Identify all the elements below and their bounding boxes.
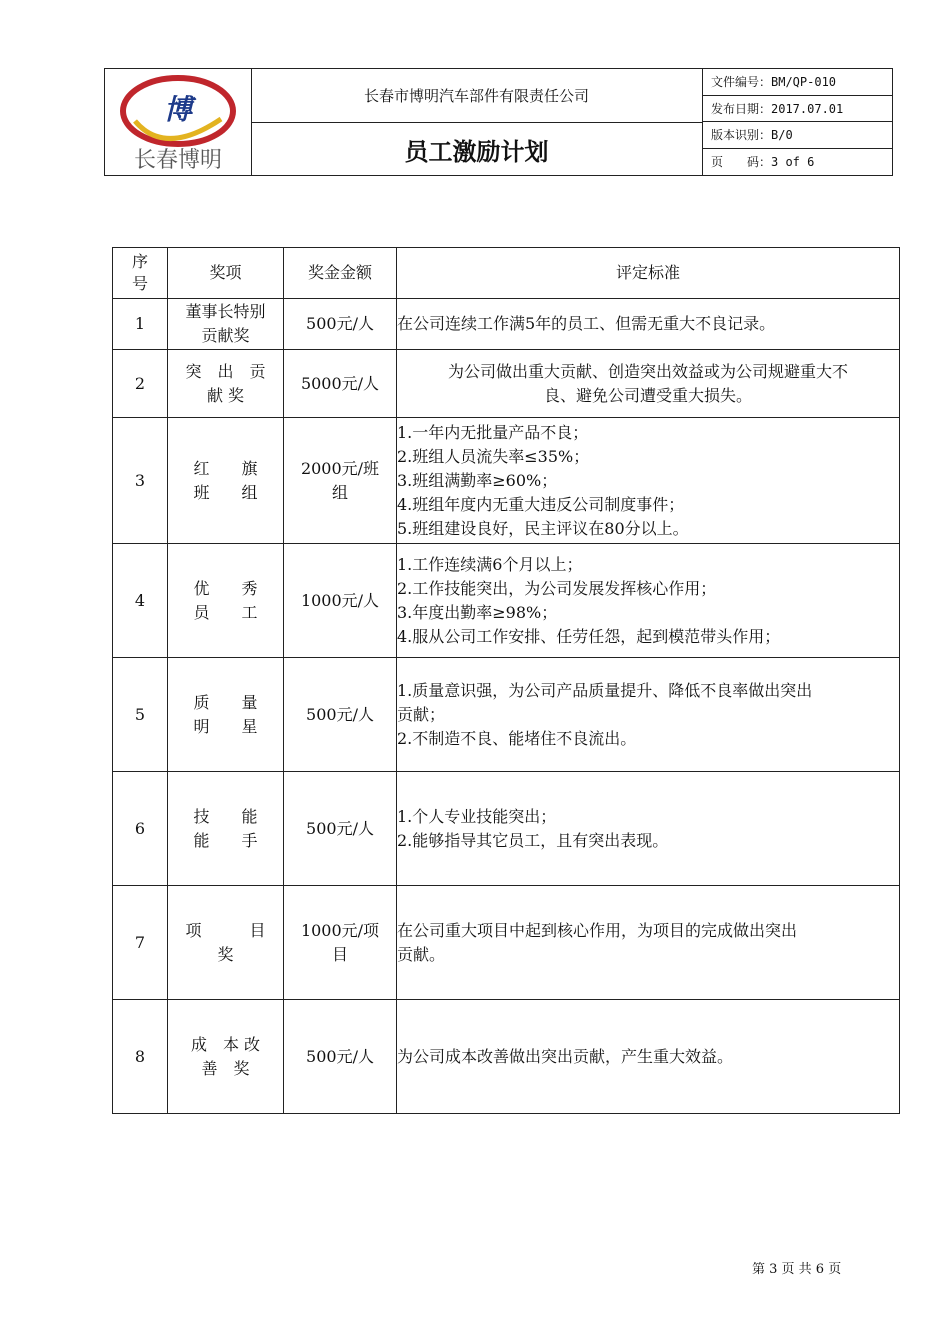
criteria-line: 1.工作连续满6个月以上； [397, 554, 583, 574]
row-number: 4 [113, 544, 168, 658]
award-name [168, 418, 284, 544]
award-criteria [397, 658, 900, 772]
award-name-line: 献 奖 [206, 385, 245, 405]
criteria-line: 贡献。 [397, 944, 446, 964]
award-amount [284, 299, 397, 350]
table-row [113, 886, 900, 1000]
award-name-line: 技 能 [193, 806, 258, 826]
award-criteria [397, 350, 900, 418]
award-amount [284, 544, 397, 658]
criteria-line: 1.一年内无批量产品不良； [397, 422, 589, 442]
row-number: 1 [113, 299, 168, 350]
criteria-line: 1.质量意识强，为公司产品质量提升、降低不良率做出突出 [397, 680, 813, 700]
award-amount [284, 350, 397, 418]
award-name-line: 优 秀 [193, 578, 258, 598]
meta-file-number: 文件编号：BM/QP-010 [703, 69, 892, 96]
criteria-line: 5.班组建设良好，民主评议在80分以上。 [397, 518, 689, 538]
row-number: 6 [113, 772, 168, 886]
criteria-line: 为公司做出重大贡献、创造突出效益或为公司规避重大不 [447, 361, 848, 381]
row-number: 8 [113, 1000, 168, 1114]
award-amount-line: 2000元/班 [300, 458, 380, 478]
table-row [113, 658, 900, 772]
award-amount-line: 5000元/人 [300, 373, 380, 393]
award-amount-line: 500元/人 [306, 818, 374, 838]
document-header [104, 68, 893, 176]
award-name-line: 贡献奖 [201, 326, 250, 345]
criteria-line: 2.工作技能突出，为公司发展发挥核心作用； [397, 578, 717, 598]
award-name-line: 善 奖 [201, 1058, 250, 1078]
logo-name-text: 长春博明 [133, 148, 223, 173]
meta-release-date: 发布日期：2017.07.01 [703, 96, 892, 123]
award-amount-line: 组 [331, 482, 348, 502]
award-name-line: 突 出 贡 [185, 361, 266, 381]
awards-table [112, 247, 900, 1114]
award-name-line: 能 手 [193, 830, 258, 850]
page-number: 第 3 页 共 6 页 [752, 1262, 842, 1277]
criteria-line: 2.班组人员流失率≤35%； [397, 446, 590, 466]
award-name [168, 544, 284, 658]
criteria-line: 良、避免公司遭受重大损失。 [543, 385, 752, 405]
award-amount-line: 1000元/项 [300, 920, 380, 940]
criteria-line: 3.年度出勤率≥98%； [397, 602, 558, 622]
criteria-line: 在公司连续工作满5年的员工、但需无重大不良记录。 [397, 314, 776, 333]
award-name-line: 奖 [217, 944, 234, 964]
award-amount-line: 500元/人 [306, 1046, 374, 1066]
criteria-line: 2.能够指导其它员工，且有突出表现。 [397, 830, 669, 850]
award-amount-line: 500元/人 [306, 314, 374, 333]
award-name-line: 成 本 改 [190, 1034, 261, 1054]
award-name [168, 658, 284, 772]
row-number: 2 [113, 350, 168, 418]
award-criteria [397, 544, 900, 658]
table-row [113, 418, 900, 544]
award-name [168, 350, 284, 418]
row-number: 3 [113, 418, 168, 544]
criteria-line: 在公司重大项目中起到核心作用，为项目的完成做出突出 [397, 920, 798, 940]
row-number: 7 [113, 886, 168, 1000]
criteria-line: 1.个人专业技能突出； [397, 806, 557, 826]
criteria-line: 2.不制造不良、能堵住不良流出。 [397, 728, 637, 748]
award-name-line: 红 旗 [193, 458, 258, 478]
award-criteria [397, 886, 900, 1000]
logo-mark-text: 博 [163, 93, 193, 126]
award-name [168, 772, 284, 886]
award-amount [284, 772, 397, 886]
table-row [113, 299, 900, 350]
header-award: 奖项 [168, 248, 284, 299]
table-row [113, 544, 900, 658]
header-criteria: 评定标准 [397, 248, 900, 299]
logo-emblem-icon [105, 69, 251, 175]
award-criteria [397, 772, 900, 886]
table-row [113, 1000, 900, 1114]
award-name-line: 班 组 [193, 482, 258, 502]
document-title: 员工激励计划 [251, 123, 703, 175]
criteria-line: 4.服从公司工作安排、任劳任怨，起到模范带头作用； [397, 626, 781, 646]
award-amount-line: 目 [331, 944, 348, 964]
award-amount [284, 886, 397, 1000]
award-name [168, 886, 284, 1000]
award-name-line: 项 目 [185, 920, 266, 940]
meta-version: 版本识别：B/0 [703, 122, 892, 149]
award-amount [284, 418, 397, 544]
award-criteria [397, 418, 900, 544]
table-header-row [113, 248, 900, 299]
meta-page: 页 码：3 of 6 [711, 154, 815, 169]
table-row [113, 350, 900, 418]
header-amount: 奖金金额 [284, 248, 397, 299]
award-criteria [397, 299, 900, 350]
header-number: 序 号 [113, 248, 168, 299]
award-name-line: 员 工 [193, 602, 258, 622]
award-amount [284, 658, 397, 772]
criteria-line: 4.班组年度内无重大违反公司制度事件； [397, 494, 685, 514]
award-amount [284, 1000, 397, 1114]
criteria-line: 3.班组满勤率≥60%； [397, 470, 558, 490]
document-meta [703, 69, 892, 175]
award-name-line: 质 量 [193, 692, 258, 712]
criteria-line: 贡献； [397, 704, 446, 724]
award-name [168, 1000, 284, 1114]
row-number: 5 [113, 658, 168, 772]
award-amount-line: 500元/人 [306, 704, 374, 724]
criteria-line: 为公司成本改善做出突出贡献，产生重大效益。 [397, 1046, 734, 1066]
company-logo [105, 69, 252, 175]
company-name: 长春市博明汽车部件有限责任公司 [251, 69, 703, 123]
table-row [113, 772, 900, 886]
award-name-line: 董事长特别 [185, 302, 266, 321]
award-amount-line: 1000元/人 [300, 590, 380, 610]
award-name-line: 明 星 [193, 716, 258, 736]
award-criteria [397, 1000, 900, 1114]
award-name [168, 299, 284, 350]
